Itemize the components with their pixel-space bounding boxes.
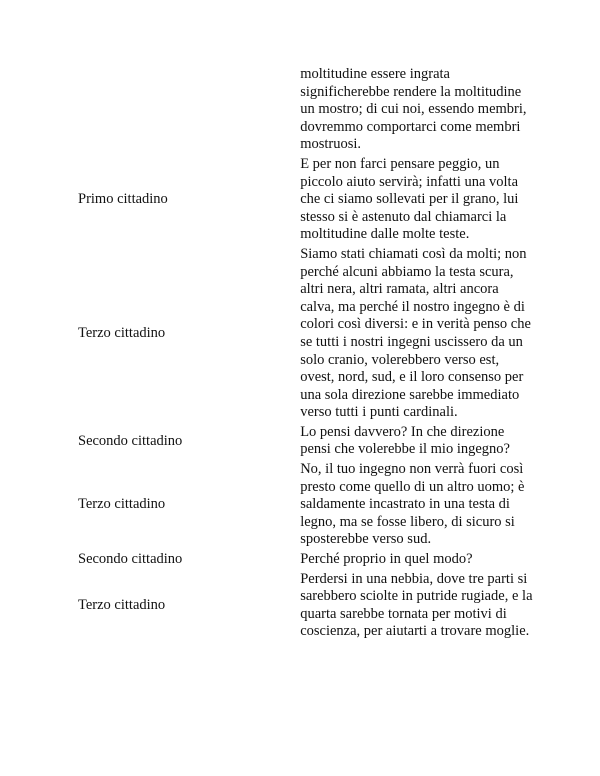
dialogue-row	[74, 156, 534, 246]
speaker-name: Secondo cittadino	[78, 551, 183, 568]
dialogue-row	[74, 246, 534, 424]
speech-text: moltitudine essere ingrata significherebbe rendere la moltitudine un mostro; di cui noi, essendo membri, dovremmo comportarci come membri mostruosi.	[300, 66, 527, 153]
speech-text: No, il tuo ingegno non verrà fuori così presto come quello di un altro uomo; è saldamente incastrato in una testa di legno, ma se fosse libero, di sicuro si sposterebbe verso sud.	[300, 461, 525, 548]
dialogue-row	[74, 66, 534, 156]
speech-text: Siamo stati chiamati così da molti; non perché alcuni abbiamo la testa scura, altri nera, altri ramata, altri ancora calva, ma perché il nostro ingegno è di colori così diversi: e in verità penso che se tutti i nostri ingegni uscissero da un solo cranio, volerebbero verso est, ovest, nord, sud, e il loro consenso per una sola direzione sarebbe immediato verso tutti i punti cardinali.	[300, 245, 531, 421]
speaker-name	[74, 66, 300, 156]
speaker-name: Secondo cittadino	[78, 432, 183, 449]
speaker-name: Terzo cittadino	[78, 597, 166, 614]
dialogue-row	[74, 424, 534, 461]
speech-text: Perdersi in una nebbia, dove tre parti si sarebbero sciolte in putride rugiade, e la quarta sarebbe tornata per motivi di coscienza, per aiutarti a trovare moglie.	[300, 570, 533, 640]
speaker-name: Terzo cittadino	[78, 496, 166, 513]
speech-text: Lo pensi davvero? In che direzione pensi che volerebbe il mio ingegno?	[300, 423, 510, 458]
dialogue-row	[74, 571, 534, 643]
speaker-name: Terzo cittadino	[78, 325, 166, 342]
speech-text: Perché proprio in quel modo?	[300, 551, 473, 568]
dialogue-row	[74, 461, 534, 551]
speaker-name: Primo cittadino	[78, 191, 168, 208]
speech-text: E per non farci pensare peggio, un piccolo aiuto servirà; infatti una volta che ci siamo sollevati per il grano, lui stesso si è astenuto dal chiamarci la moltitudine dalle molte teste.	[300, 155, 519, 243]
dialogue-table	[74, 66, 534, 643]
dialogue-row	[74, 551, 534, 571]
